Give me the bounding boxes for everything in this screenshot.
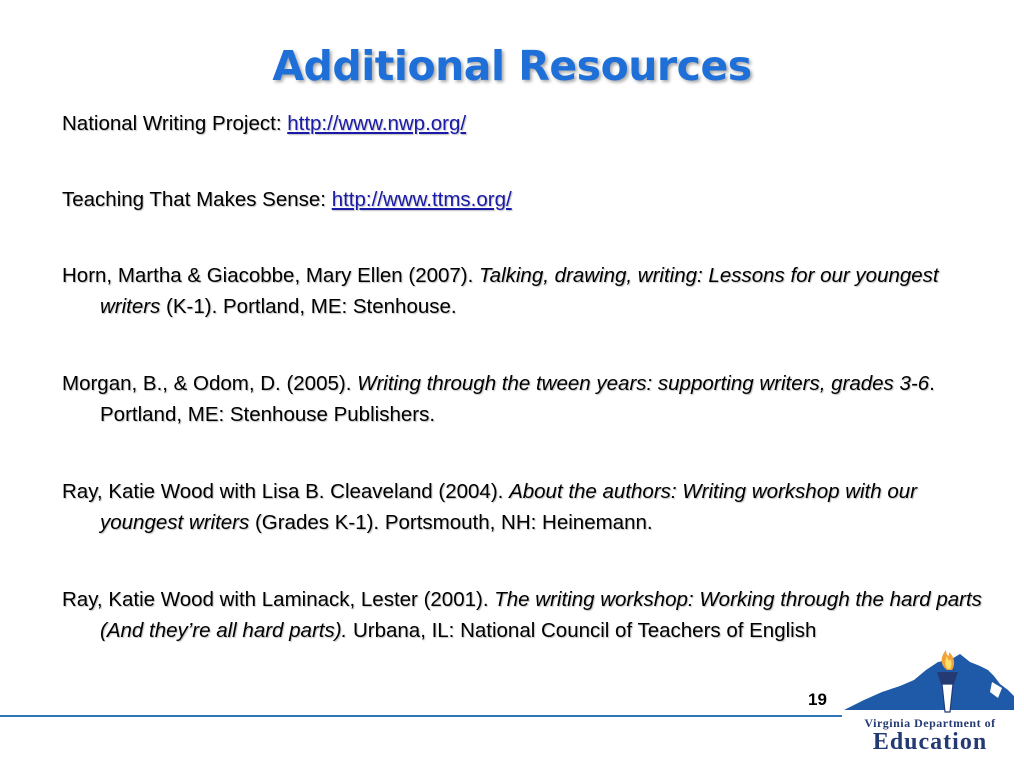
vdoe-logo [842,640,1018,760]
reference-authors: Ray, Katie Wood with Laminack, Lester (2001). [62,588,495,611]
reference-book-title: About the authors: Writing workshop with our youngest writers [100,480,917,534]
reference-authors: Morgan, B., & Odom, D. (2005). [62,372,358,395]
virginia-torch-icon [842,640,1018,716]
resource-label: Teaching That Makes Sense: [62,188,332,211]
reference-publisher: (Grades K-1). Portsmouth, NH: Heinemann. [249,511,653,534]
resource-entry [62,184,987,215]
page-number: 19 [808,690,827,709]
footer-divider [0,715,842,717]
resource-entry [62,108,987,139]
reference-book-title: Talking, drawing, writing: Lessons for our youngest writers [100,264,939,318]
reference-book-title: The writing workshop: Working through the hard parts (And they’re all hard parts). [100,588,982,642]
reference-publisher: . Portland, ME: Stenhouse Publishers. [100,372,935,426]
resource-list [62,108,987,646]
resource-label: National Writing Project: [62,112,288,135]
logo-line-2: Education [872,729,988,755]
reference-authors: Horn, Martha & Giacobbe, Mary Ellen (2007). [62,264,480,287]
ttms-link[interactable]: http://www.ttms.org/ [331,188,512,211]
logo-line-1: Virginia Department of [864,716,996,730]
nwp-link[interactable]: http://www.nwp.org/ [287,112,467,135]
reference-entry [62,260,987,322]
reference-authors: Ray, Katie Wood with Lisa B. Cleaveland (2004). [62,480,510,503]
reference-entry [62,476,987,538]
reference-entry [62,584,987,646]
slide-title: Additional Resources [272,42,752,90]
reference-publisher: Urbana, IL: National Council of Teachers of English [347,619,817,642]
reference-publisher: (K-1). Portland, ME: Stenhouse. [160,295,457,318]
reference-book-title: Writing through the tween years: supporting writers, grades 3-6 [357,372,930,395]
reference-entry [62,368,987,430]
